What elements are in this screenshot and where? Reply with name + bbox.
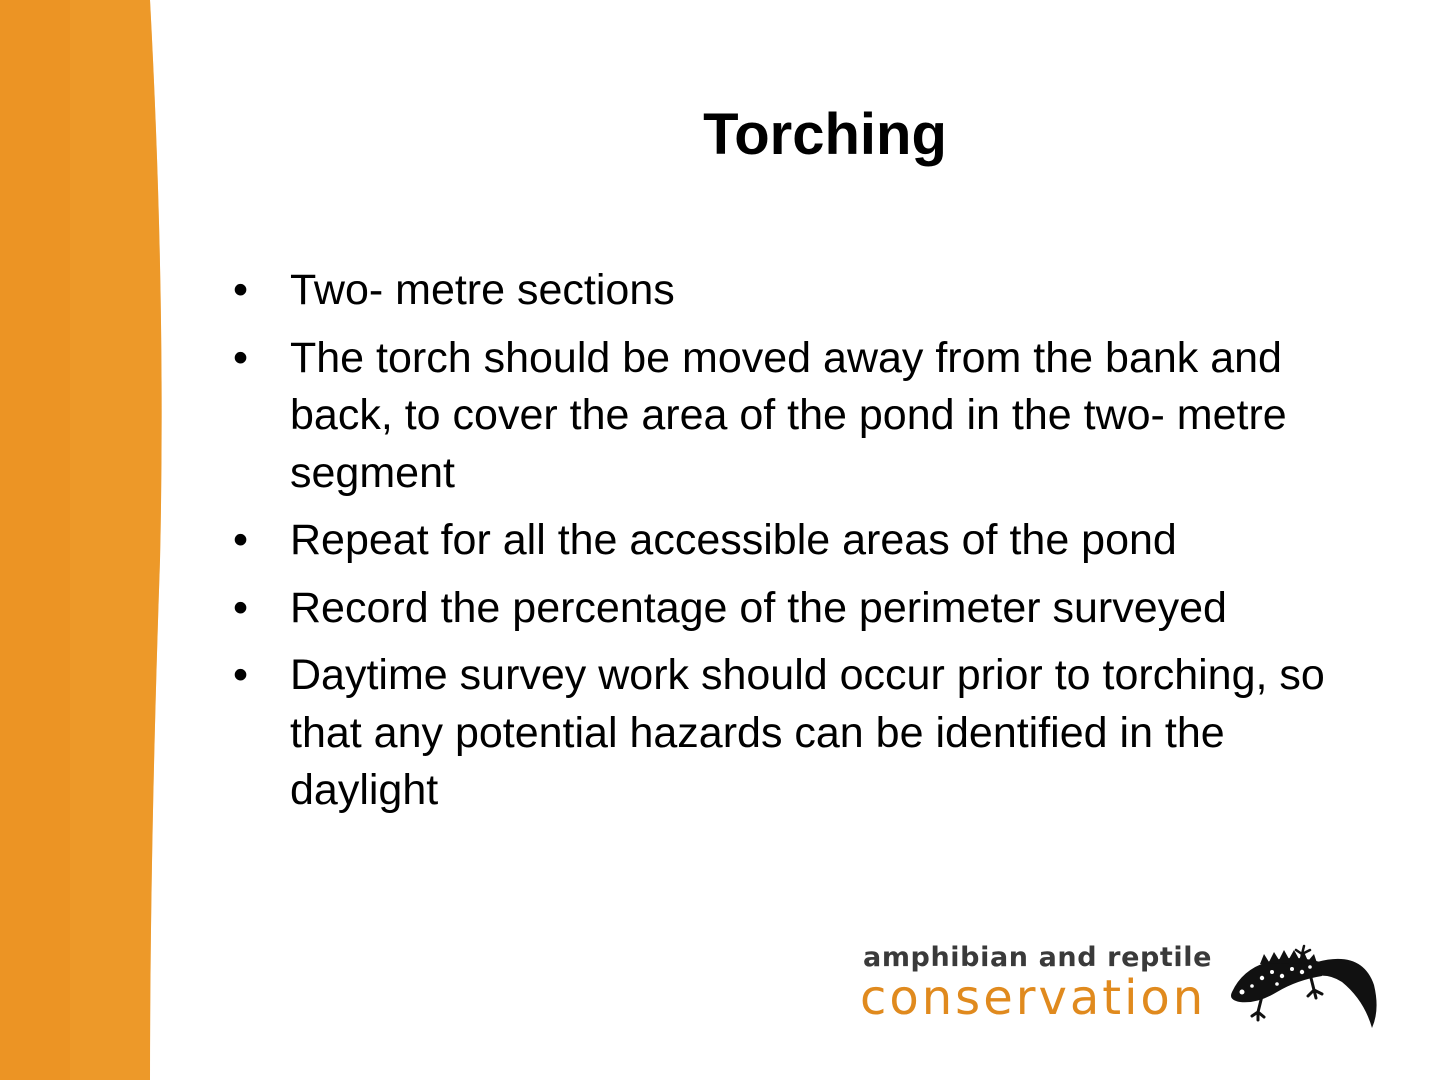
arc-logo [860,940,1380,1035]
bullet-item [233,330,1353,503]
bullet-marker: • [233,266,249,314]
bullet-item [233,262,1353,320]
bullet-text: The torch should be moved away from the bank and back, to cover the area of the pond in the two- metre segment [290,333,1287,497]
bullet-item [233,647,1353,820]
bullet-item [233,512,1353,570]
logo-line1: amphibian and reptile [863,942,1213,973]
bullet-text: Record the percentage of the perimeter surveyed [290,583,1227,632]
bullet-marker: • [233,516,249,564]
bullet-marker: • [233,651,249,699]
bullet-item [233,580,1353,638]
bullet-marker: • [233,583,249,632]
bullet-marker: • [233,333,249,382]
side-band [0,0,170,1080]
bullet-text: Daytime survey work should occur prior to torching, so that any potential hazards can be identified in the daylight [290,651,1325,814]
slide-title: Torching [703,102,947,167]
bullet-list [233,262,1353,830]
newt-icon [1222,940,1382,1035]
bullet-text: Repeat for all the accessible areas of the pond [290,516,1177,564]
logo-line2: conservation [860,970,1207,1026]
bullet-text: Two- metre sections [290,266,675,314]
